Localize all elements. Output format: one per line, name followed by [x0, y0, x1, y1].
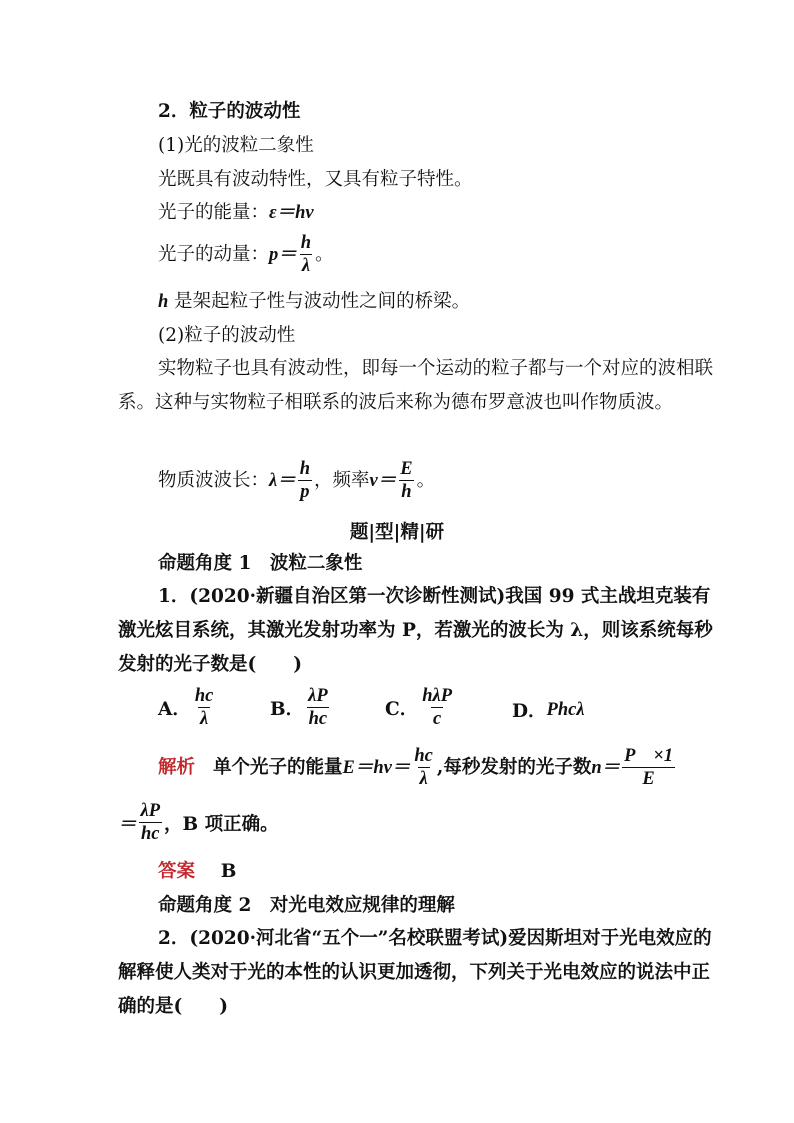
wave-particle-text: 光既具有波动特性，又具有粒子特性。 — [158, 169, 473, 190]
analysis-fraction-3 — [139, 800, 163, 845]
analysis-numerator-3: λP — [140, 801, 161, 821]
answer-value: B — [220, 861, 237, 882]
momentum-end: 。 — [315, 243, 334, 265]
analysis-eq: ＝ — [118, 814, 137, 835]
momentum-denominator: λ — [301, 256, 311, 276]
analysis-line-2 — [118, 800, 279, 845]
question-2-text: 2．(2020·河北省“五个一”名校联盟考试)爱因斯坦对于光电效应的解释使人类对于光的本性的认识更加透彻，下列关于光电效应的说法中正确的是( ) — [118, 928, 712, 1017]
energy-label: 光子的能量： — [158, 202, 270, 223]
analysis-line-1 — [158, 745, 677, 790]
analysis-fraction-2 — [622, 745, 675, 790]
option-b-denominator: hc — [308, 709, 328, 729]
option-a-label: A． — [158, 698, 191, 720]
option-b-fraction — [306, 685, 330, 730]
mw-numerator-2: E — [400, 459, 413, 479]
angle-2-title: 命题角度 2 对光电效应规律的理解 — [158, 895, 455, 916]
option-a-numerator: hc — [194, 686, 214, 706]
analysis-denominator-2: E — [622, 767, 674, 790]
photon-energy-line — [158, 201, 314, 225]
analysis-text-1: 单个光子的能量 — [213, 756, 343, 778]
mw-denominator-2: h — [401, 482, 412, 502]
option-a-fraction — [193, 685, 216, 730]
subsection-2-title: (2)粒子的波动性 — [158, 325, 296, 346]
mw-fraction-1 — [298, 458, 312, 503]
bridge-text: 是架起粒子性与波动性之间的桥梁。 — [168, 291, 471, 312]
matter-wave-formula-line — [158, 458, 435, 503]
matter-wave-paragraph: 实物粒子也具有波动性，即每一个运动的粒子都与一个对应的波相联系。这种与实物粒子相联系的波后来称为德布罗意波也叫作物质波。 — [118, 358, 714, 413]
option-b-label: B． — [270, 698, 305, 720]
angle-1-title: 命题角度 1 波粒二象性 — [158, 553, 363, 574]
section-2-title: 2．粒子的波动性 — [158, 101, 301, 122]
option-c-numerator: hλP — [422, 686, 453, 706]
analysis-denominator-1: λ — [419, 769, 428, 789]
photon-momentum-line — [158, 232, 334, 277]
option-c-denominator: c — [433, 709, 442, 729]
mw-fraction-2 — [398, 458, 414, 503]
option-c-fraction — [420, 685, 454, 730]
analysis-denominator-3: hc — [141, 824, 160, 844]
question-1-text: 1．(2020·新疆自治区第一次诊断性测试)我国 99 式主战坦克装有激光炫目系统，其激光发射功率为 P，若激光的波长为 λ，则该系统每秒发射的光子数是( ) — [118, 586, 713, 675]
subsection-1-title: (1)光的波粒二象性 — [158, 135, 314, 156]
option-d-label: D． — [512, 701, 547, 722]
mw-mid: ，频率 — [314, 469, 370, 491]
option-a — [158, 685, 217, 730]
mw-end: 。 — [416, 469, 436, 491]
option-b — [270, 685, 332, 730]
analysis-numerator-1: hc — [414, 746, 433, 766]
momentum-label: 光子的动量： — [158, 243, 270, 265]
mw-denominator-1: p — [300, 482, 310, 502]
momentum-p: p＝ — [269, 244, 297, 265]
mw-lambda: λ＝ — [269, 470, 296, 491]
option-c-label: C． — [385, 698, 419, 720]
option-d — [512, 697, 585, 723]
momentum-numerator: h — [300, 233, 312, 253]
mw-numerator-1: h — [299, 459, 311, 479]
option-a-denominator: λ — [200, 709, 209, 729]
option-d-value: Phcλ — [546, 699, 585, 720]
option-c — [385, 685, 456, 730]
analysis-energy: E＝hν＝ — [342, 757, 411, 778]
bridge-line — [158, 290, 470, 314]
answer-label: 答案 — [158, 861, 196, 882]
analysis-text-3: ，B 项正确。 — [164, 813, 279, 835]
bridge-h: h — [158, 292, 169, 312]
analysis-fraction-1 — [412, 745, 435, 790]
analysis-n: n＝ — [591, 757, 621, 778]
answer-line — [158, 860, 236, 884]
mw-nu: ν＝ — [369, 470, 397, 491]
section-heading: 题|型|精|研 — [349, 522, 445, 543]
energy-formula: ε＝hν — [269, 203, 314, 223]
analysis-numerator-2: P ×1 — [624, 746, 674, 766]
momentum-fraction — [299, 232, 313, 277]
mw-label: 物质波波长： — [158, 469, 270, 491]
analysis-text-2: ,每秒发射的光子数 — [436, 756, 592, 778]
analysis-label: 解析 — [158, 756, 196, 778]
option-b-numerator: λP — [308, 686, 328, 706]
